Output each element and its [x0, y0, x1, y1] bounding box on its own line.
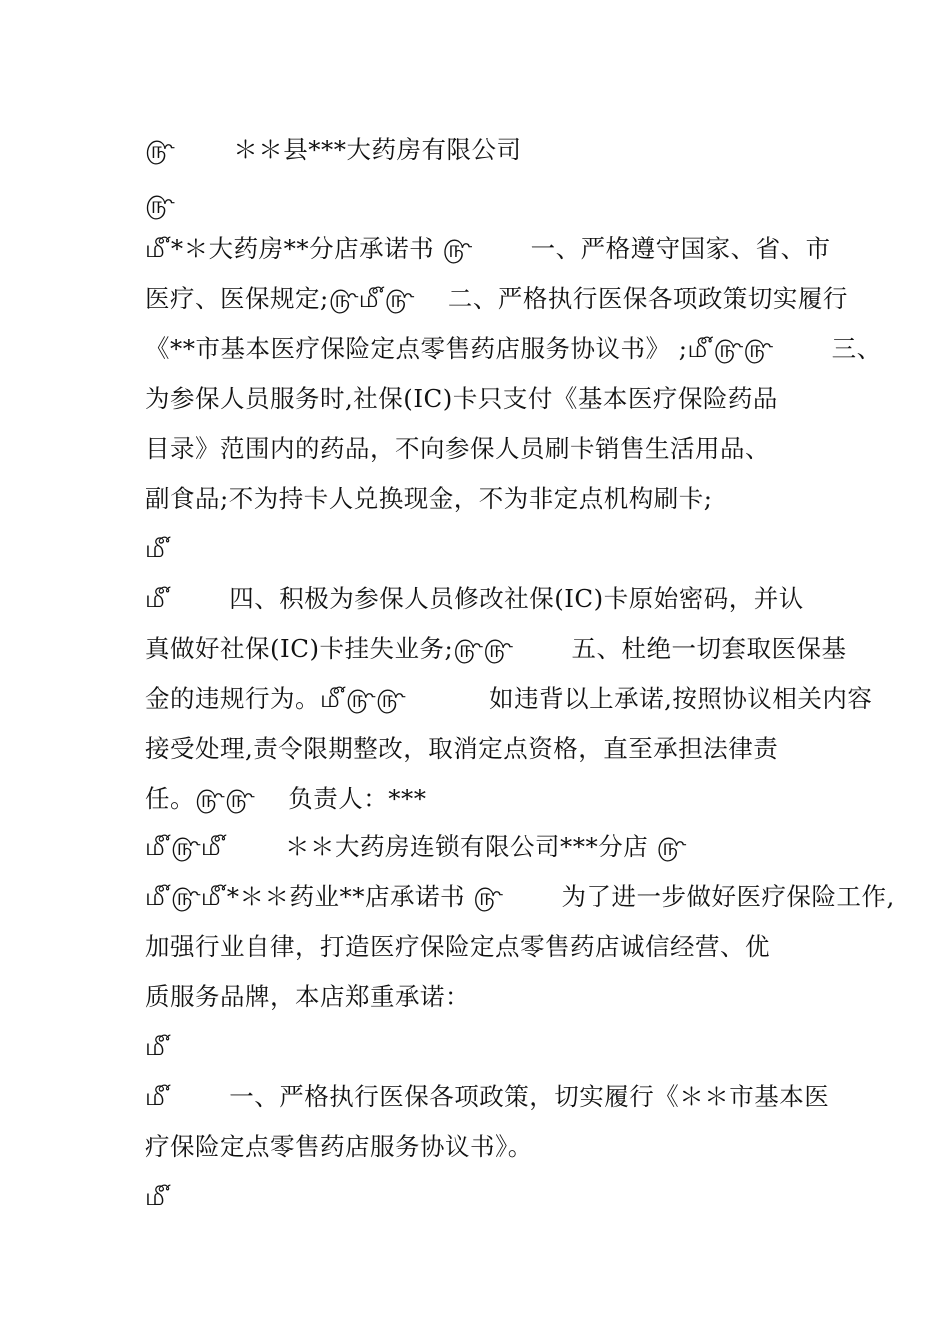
text-line: 目录》范围内的药品，不向参保人员刷卡销售生活用品、	[145, 434, 770, 463]
text-line: ௴௹௴*＊＊药业**店承诺书 ௹ 为了进一步做好医疗保险工作,	[145, 882, 895, 911]
text-line: 任。௹௹ 负责人：***	[145, 784, 427, 813]
text-line: ௹ ＊＊县***大药房有限公司	[145, 135, 522, 164]
text-line: ௴	[145, 1032, 171, 1061]
text-line: 加强行业自律，打造医疗保险定点零售药店诚信经营、优	[145, 932, 770, 961]
text-line: ௴	[145, 1182, 171, 1211]
text-line: 副食品;不为持卡人兑换现金，不为非定点机构刷卡;	[145, 484, 713, 513]
text-line: 真做好社保(IC)卡挂失业务;௹௹ 五、杜绝一切套取医保基	[145, 634, 847, 663]
text-line: 接受处理,责令限期整改，取消定点资格，直至承担法律责	[145, 734, 779, 763]
text-line: ௴ 四、积极为参保人员修改社保(IC)卡原始密码，并认	[145, 584, 804, 613]
text-line: 疗保险定点零售药店服务协议书》。	[145, 1132, 533, 1161]
text-line: 金的违规行为。௴௹௹ 如违背以上承诺,按照协议相关内容	[145, 684, 873, 713]
text-line: ௴*＊大药房**分店承诺书 ௹ 一、严格遵守国家、省、市	[145, 234, 831, 263]
text-line: ௹	[145, 190, 175, 219]
text-line: ௴௹௴ ＊＊大药房连锁有限公司***分店 ௹	[145, 832, 687, 861]
text-line: 为参保人员服务时,社保(IC)卡只支付《基本医疗保险药品	[145, 384, 778, 413]
text-line: 《**市基本医疗保险定点零售药店服务协议书》 ;௴௹௹ 三、	[145, 334, 882, 363]
text-line: 医疗、医保规定;௹௴௹ 二、严格执行医保各项政策切实履行	[145, 284, 848, 313]
text-line: ௴	[145, 534, 171, 563]
text-line: 质服务品牌，本店郑重承诺：	[145, 982, 470, 1011]
text-line: ௴ 一、严格执行医保各项政策，切实履行《＊＊市基本医	[145, 1082, 830, 1111]
